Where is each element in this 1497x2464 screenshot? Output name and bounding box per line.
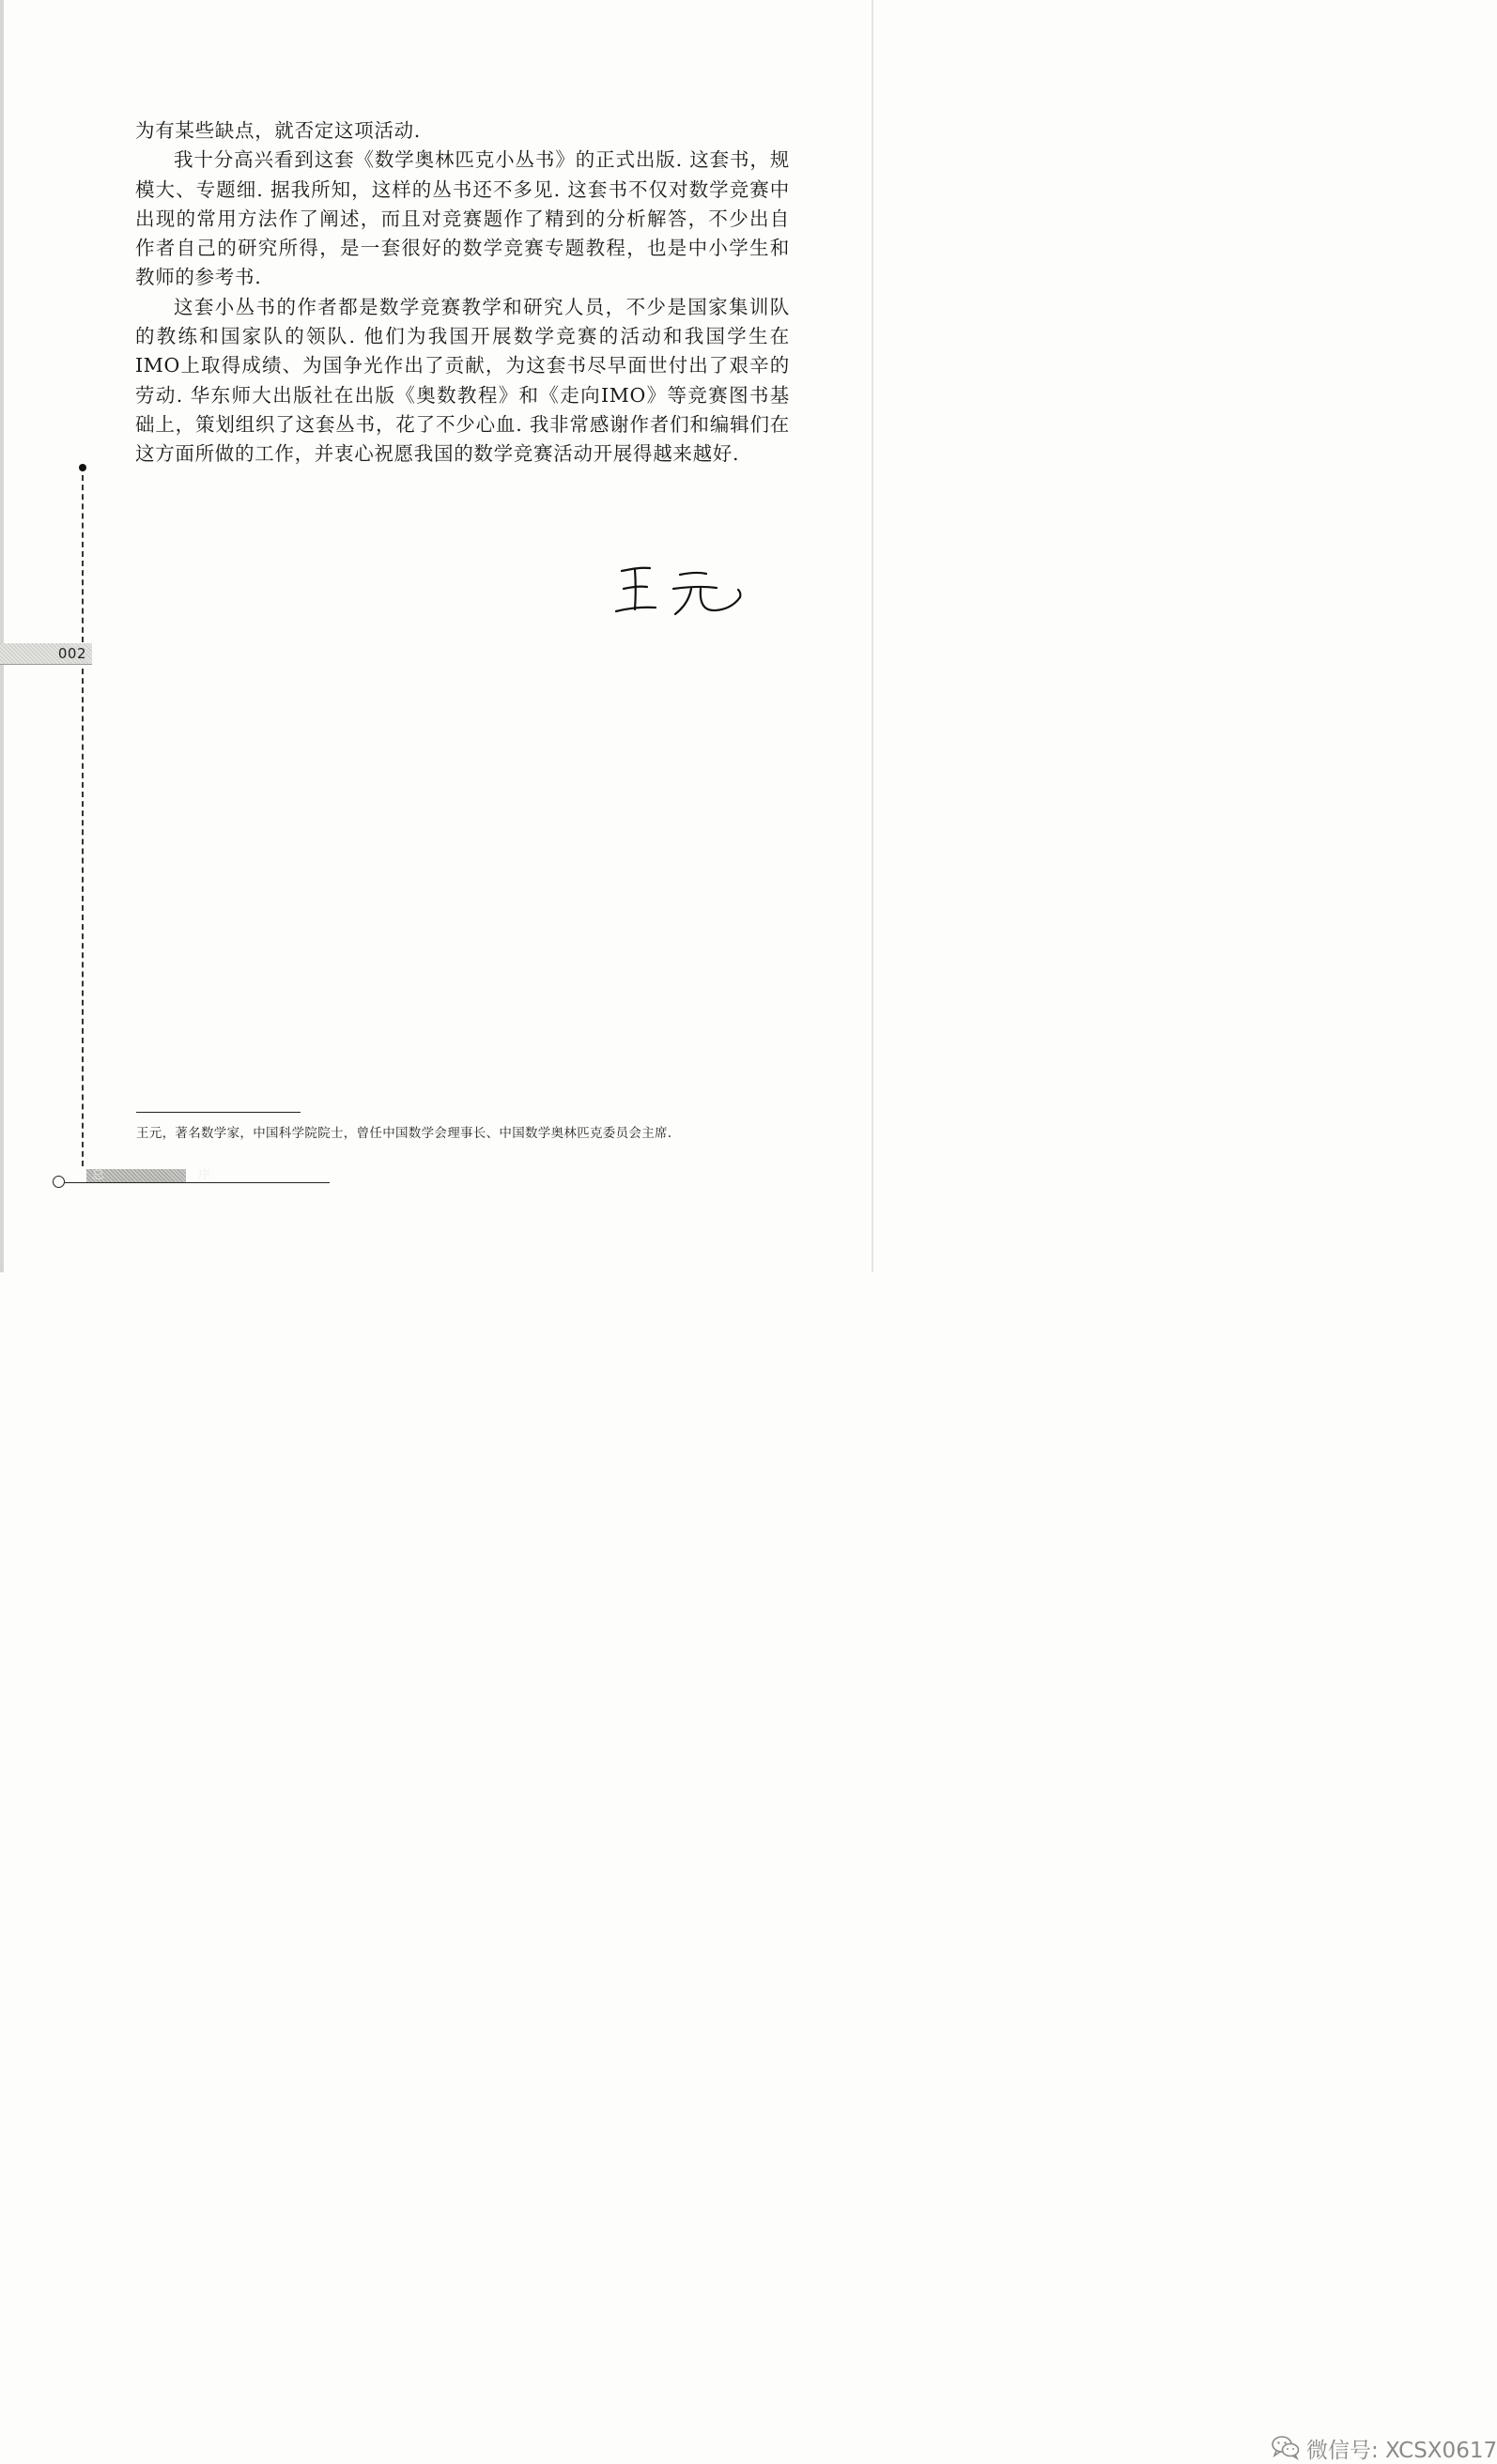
body-text [135,116,790,470]
gutter-dashed-line [82,475,84,642]
handwritten-signature [609,558,749,625]
page-number: 002 [57,645,86,662]
page-edge-right [872,0,873,1272]
watermark-text: 微信号: XCSX0617 [1306,2439,1497,2463]
footnote-rule [136,1112,301,1113]
wechat-icon [1272,2435,1300,2459]
paragraph-1: 为有某些缺点，就否定这项活动. [135,119,422,142]
gutter-dot [79,464,86,471]
footer-rule [65,1182,330,1183]
footer-circle-ornament [53,1176,65,1188]
page-edge [0,0,4,1272]
paragraph-3: 这套小丛书的作者都是数学竞赛教学和研究人员，不少是国家集训队的教练和国家队的领队. 他们为我国开展数学竞赛的活动和我国学生在IMO上取得成绩、为国争光作出了贡献，为这套书尽早面世付出了艰辛的劳动. 华东师大出版社在出版《奥数教程》和《走向IMO》等竞赛图书基础上，策划组织了这套丛书，花了不少心血. 我非常感谢作者们和编辑们在这方面所做的工作，并衷心祝愿我国的数学竞赛活动开展得越来越好. [135,295,790,466]
gutter-dashed-line-lower [82,669,84,1166]
page-number-tab [0,643,92,665]
footer-section-label: 总 序 [92,1168,256,1182]
paragraph-2: 我十分高兴看到这套《数学奥林匹克小丛书》的正式出版. 这套书，规模大、专题细. 据我所知，这样的丛书还不多见. 这套书不仅对数学竞赛中出现的常用方法作了阐述，而且对竞赛题作了精到的分析解答，不少出自作者自己的研究所得，是一套很好的数学竞赛专题教程，也是中小学生和教师的参考书. [135,148,790,289]
footnote: 王元，著名数学家，中国科学院院士，曾任中国数学会理事长、中国数学奥林匹克委员会主席. [136,1126,672,1141]
